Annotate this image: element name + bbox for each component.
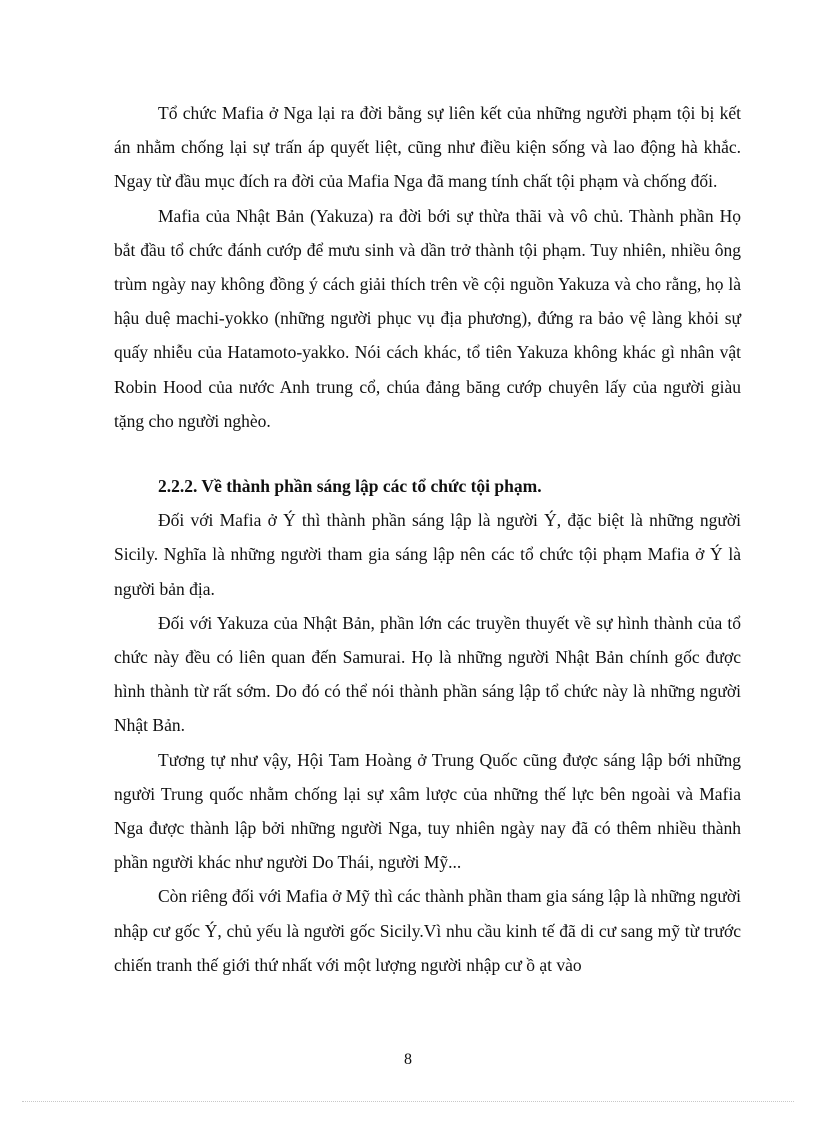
paragraph-triad-russia: Tương tự như vậy, Hội Tam Hoàng ở Trung Quốc cũng được sáng lập bới những người Trung quốc nhằm chống lại sự xâm lược của những thế lực bên ngoài và Mafia Nga được thành lập bởi những người Nga, tuy nhiên ngày nay đã có thêm nhiều thành phần người khác như người Do Thái, người Mỹ... (114, 749, 741, 873)
paragraph-yakuza-origin: Mafia của Nhật Bản (Yakuza) ra đời bới sự thừa thãi và vô chủ. Thành phần Họ bắt đầu tổ chức đánh cướp để mưu sinh và dần trở thành tội phạm. Tuy nhiên, nhiều ông trùm ngày nay không đồng ý cách giải thích trên về cội nguồn Yakuza và cho rằng, họ là hậu duệ machi-yokko (những người phục vụ địa phương), đứng ra bảo vệ làng khỏi sự quấy nhiễu của Hatamoto-yakko. Nói cách khác, tổ tiên Yakuza không khác gì nhân vật Robin Hood của nước Anh trung cổ, chúa đảng băng cướp chuyên lấy của người giàu tặng cho người nghèo. (114, 205, 741, 431)
page-bottom-divider (22, 1101, 794, 1102)
paragraph-yakuza-founders: Đối với Yakuza của Nhật Bản, phần lớn các truyền thuyết về sự hình thành của tổ chức này đều có liên quan đến Samurai. Họ là những người Nhật Bản chính gốc được hình thành từ rất sớm. Do đó có thể nói thành phần sáng lập tổ chức này là những người Nhật Bản. (114, 612, 741, 736)
page-number: 8 (404, 1051, 412, 1068)
paragraph-mafia-usa: Còn riêng đối với Mafia ở Mỹ thì các thành phần tham gia sáng lập là những người nhập cư gốc Ý, chủ yếu là người gốc Sicily.Vì nhu cầu kinh tế đã di cư sang mỹ từ trước chiến tranh thế giới thứ nhất với một lượng người nhập cư ồ ạt vào (114, 886, 741, 975)
paragraph-mafia-russia: Tổ chức Mafia ở Nga lại ra đời bằng sự liên kết của những người phạm tội bị kết án nhằm chống lại sự trấn áp quyết liệt, cũng như điều kiện sống và lao động hà khắc. Ngay từ đầu mục đích ra đời của Mafia Nga đã mang tính chất tội phạm và chống đối. (114, 103, 741, 192)
paragraph-mafia-italy: Đối với Mafia ở Ý thì thành phần sáng lập là người Ý, đặc biệt là những người Sicily. Nghĩa là những người tham gia sáng lập nên các tổ chức tội phạm Mafia ở Ý là người bản địa. (114, 510, 741, 599)
body-text (114, 96, 741, 982)
section-heading: 2.2.2. Về thành phần sáng lập các tổ chức tội phạm. (158, 476, 542, 497)
